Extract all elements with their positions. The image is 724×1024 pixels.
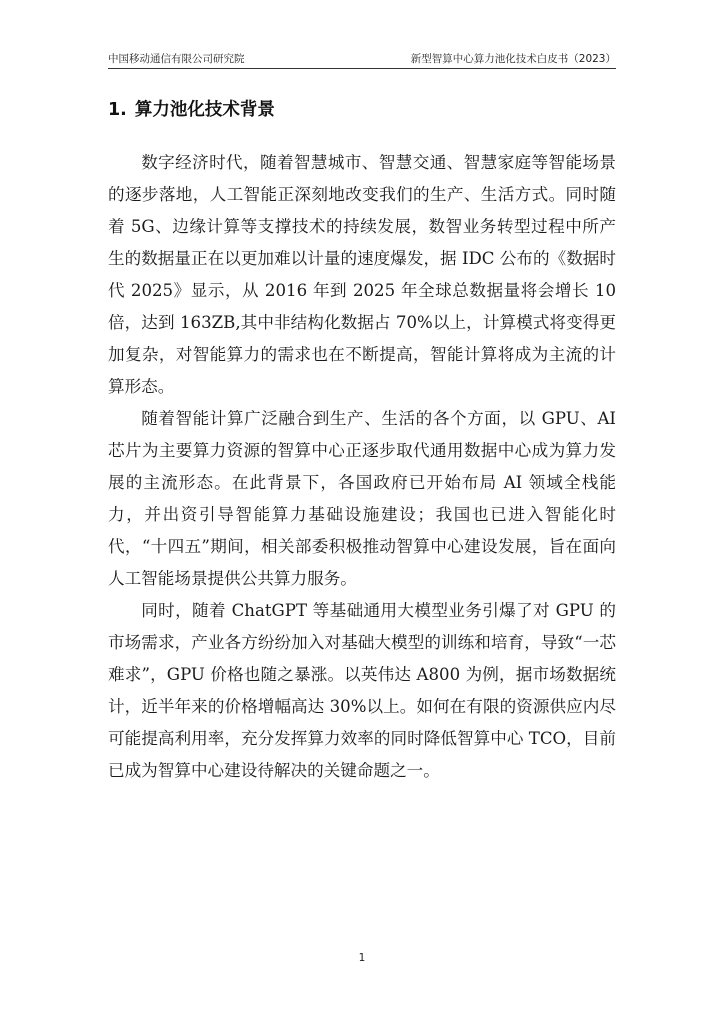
page-number: 1 <box>358 952 366 964</box>
section-heading <box>108 96 275 121</box>
section-title-text: 算力池化技术背景 <box>134 100 275 120</box>
page-header <box>108 50 616 69</box>
header-document-title: 新型智算中心算力池化技术白皮书（2023） <box>410 53 616 65</box>
header-organization: 中国移动通信有限公司研究院 <box>108 53 245 65</box>
section-number: 1. <box>108 100 127 120</box>
paragraph-2: 随着智能计算广泛融合到生产、生活的各个方面，以 GPU、AI 芯片为主要算力资源的智算中心正逐步取代通用数据中心成为算力发展的主流形态。在此背景下，各国政府已开始布局 AI 领域全栈能力，并出资引导智能算力基础设施建设；我国也已进入智能化时代，“十四五”期间，相关部委积极推动智算中心建设发展，旨在面向人工智能场景提供公共算力服务。 <box>108 409 616 588</box>
paragraph-3: 同时，随着 ChatGPT 等基础通用大模型业务引爆了对 GPU 的市场需求，产业各方纷纷加入对基础大模型的训练和培育，导致“一芯难求”，GPU 价格也随之暴涨。以英伟达 A800 为例，据市场数据统计，近半年来的价格增幅高达 30%以上。如何在有限的资源供应内尽可能提高利用率，充分发挥算力效率的同时降低智算中心 TCO，目前已成为智算中心建设待解决的关键命题之一。 <box>108 601 616 780</box>
paragraph-1: 数字经济时代，随着智慧城市、智慧交通、智慧家庭等智能场景的逐步落地，人工智能正深刻地改变我们的生产、生活方式。同时随着 5G、边缘计算等支撑技术的持续发展，数智业务转型过程中所产生的数据量正在以更加难以计量的速度爆发，据 IDC 公布的《数据时代 2025》显示，从 2016 年到 2025 年全球总数据量将会增长 10 倍，达到 163ZB,其中非结构化数据占 70%以上，计算模式将变得更加复杂，对智能算力的需求也在不断提高，智能计算将成为主流的计算形态。 <box>108 153 616 396</box>
body-text <box>108 147 616 787</box>
